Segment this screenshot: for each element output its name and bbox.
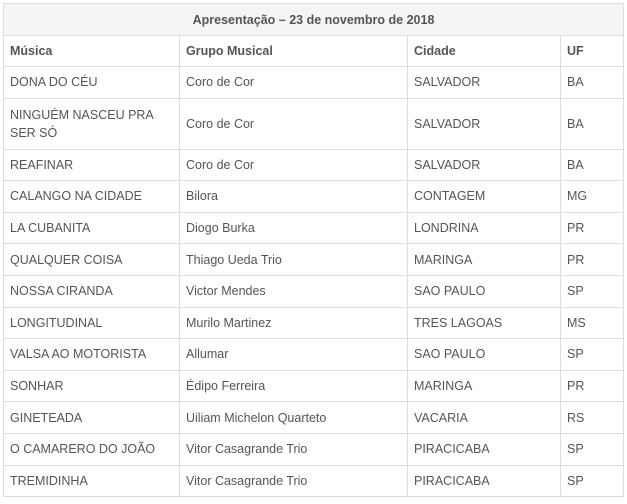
cell-grupo: Coro de Cor xyxy=(180,149,408,181)
cell-grupo: Vitor Casagrande Trio xyxy=(180,465,408,497)
cell-uf: MG xyxy=(561,181,624,213)
cell-musica: LA CUBANITA xyxy=(4,212,180,244)
cell-grupo: Coro de Cor xyxy=(180,98,408,149)
cell-cidade: TRES LAGOAS xyxy=(408,307,561,339)
cell-uf: RS xyxy=(561,402,624,434)
table-title: Apresentação – 23 de novembro de 2018 xyxy=(4,4,624,36)
cell-grupo: Diogo Burka xyxy=(180,212,408,244)
cell-cidade: PIRACICABA xyxy=(408,465,561,497)
cell-uf: BA xyxy=(561,67,624,99)
cell-uf: SP xyxy=(561,275,624,307)
table-row xyxy=(4,339,624,371)
cell-musica: NINGUÉM NASCEU PRA SER SÓ xyxy=(4,98,180,149)
table-header-row xyxy=(4,36,624,67)
cell-musica: NOSSA CIRANDA xyxy=(4,275,180,307)
column-header-cidade: Cidade xyxy=(408,36,561,67)
cell-uf: PR xyxy=(561,244,624,276)
cell-grupo: Vitor Casagrande Trio xyxy=(180,433,408,465)
cell-uf: BA xyxy=(561,98,624,149)
cell-musica: SONHAR xyxy=(4,370,180,402)
cell-musica: REAFINAR xyxy=(4,149,180,181)
cell-uf: SP xyxy=(561,433,624,465)
cell-grupo: Édipo Ferreira xyxy=(180,370,408,402)
cell-musica: TREMIDINHA xyxy=(4,465,180,497)
cell-cidade: MARINGA xyxy=(408,244,561,276)
cell-cidade: SALVADOR xyxy=(408,67,561,99)
table-row xyxy=(4,98,624,149)
table-body xyxy=(4,67,624,497)
table-row xyxy=(4,465,624,497)
table-row xyxy=(4,212,624,244)
cell-uf: PR xyxy=(561,212,624,244)
table-row xyxy=(4,307,624,339)
cell-uf: PR xyxy=(561,370,624,402)
cell-uf: BA xyxy=(561,149,624,181)
cell-grupo: Thiago Ueda Trio xyxy=(180,244,408,276)
cell-musica: GINETEADA xyxy=(4,402,180,434)
cell-musica: VALSA AO MOTORISTA xyxy=(4,339,180,371)
cell-musica: LONGITUDINAL xyxy=(4,307,180,339)
table-row xyxy=(4,275,624,307)
table-row xyxy=(4,67,624,99)
column-header-grupo: Grupo Musical xyxy=(180,36,408,67)
cell-musica: QUALQUER COISA xyxy=(4,244,180,276)
cell-grupo: Murilo Martinez xyxy=(180,307,408,339)
cell-cidade: PIRACICABA xyxy=(408,433,561,465)
table-row xyxy=(4,244,624,276)
cell-grupo: Allumar xyxy=(180,339,408,371)
column-header-musica: Música xyxy=(4,36,180,67)
cell-musica: O CAMARERO DO JOÃO xyxy=(4,433,180,465)
cell-cidade: LONDRINA xyxy=(408,212,561,244)
cell-uf: SP xyxy=(561,339,624,371)
schedule-table xyxy=(3,3,624,497)
cell-cidade: CONTAGEM xyxy=(408,181,561,213)
table-row xyxy=(4,181,624,213)
cell-grupo: Victor Mendes xyxy=(180,275,408,307)
cell-grupo: Uiliam Michelon Quarteto xyxy=(180,402,408,434)
cell-cidade: MARINGA xyxy=(408,370,561,402)
cell-uf: SP xyxy=(561,465,624,497)
column-header-uf: UF xyxy=(561,36,624,67)
cell-uf: MS xyxy=(561,307,624,339)
table-title-row xyxy=(4,4,624,36)
cell-cidade: SALVADOR xyxy=(408,98,561,149)
cell-musica: CALANGO NA CIDADE xyxy=(4,181,180,213)
cell-grupo: Bilora xyxy=(180,181,408,213)
cell-musica: DONA DO CÉU xyxy=(4,67,180,99)
table-row xyxy=(4,433,624,465)
table-row xyxy=(4,149,624,181)
cell-cidade: SAO PAULO xyxy=(408,339,561,371)
table-row xyxy=(4,370,624,402)
table-row xyxy=(4,402,624,434)
cell-cidade: VACARIA xyxy=(408,402,561,434)
cell-cidade: SAO PAULO xyxy=(408,275,561,307)
cell-cidade: SALVADOR xyxy=(408,149,561,181)
cell-grupo: Coro de Cor xyxy=(180,67,408,99)
